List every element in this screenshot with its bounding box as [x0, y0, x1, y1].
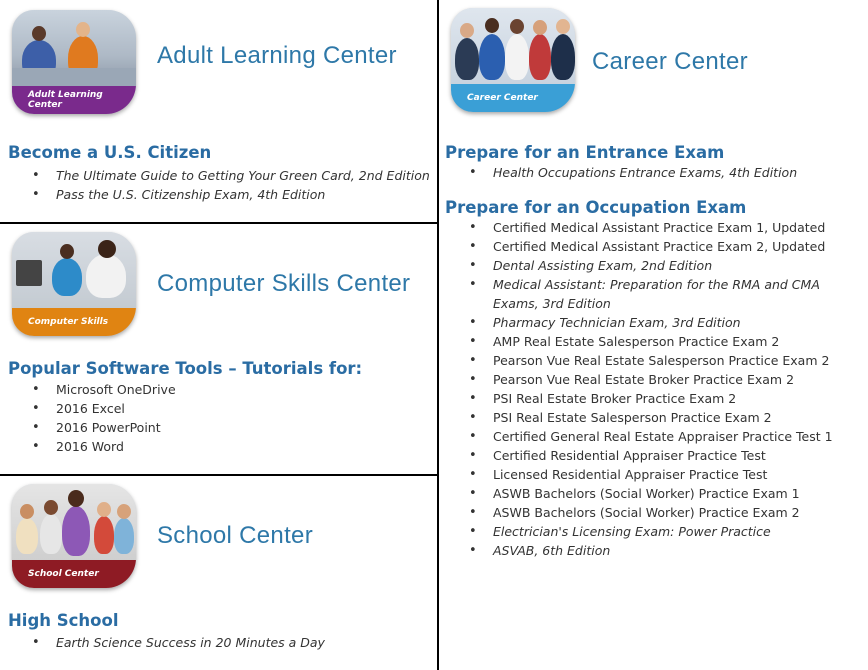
list-item[interactable]: • 2016 Word [8, 437, 176, 456]
list-item[interactable]: • Pearson Vue Real Estate Salesperson Practice Exam 2 [445, 351, 865, 370]
list-item[interactable]: • The Ultimate Guide to Getting Your Green Card, 2nd Edition [8, 166, 430, 185]
list-item[interactable]: • Certified Residential Appraiser Practice Test [445, 446, 865, 465]
adult-learning-title[interactable]: Adult Learning Center [157, 42, 397, 69]
school-list [8, 633, 325, 652]
list-item[interactable]: • Earth Science Success in 20 Minutes a Day [8, 633, 325, 652]
school-center-badge-label: School Center [12, 560, 136, 588]
list-item[interactable]: • 2016 PowerPoint [8, 418, 176, 437]
occupation-exam-heading: Prepare for an Occupation Exam [445, 198, 747, 217]
entrance-exam-heading: Prepare for an Entrance Exam [445, 143, 725, 162]
high-school-heading: High School [8, 611, 119, 630]
computer-skills-title[interactable]: Computer Skills Center [157, 270, 411, 297]
list-item[interactable]: • ASWB Bachelors (Social Worker) Practice Exam 2 [445, 503, 865, 522]
list-item[interactable]: • ASWB Bachelors (Social Worker) Practice Exam 1 [445, 484, 865, 503]
students-photo [12, 484, 136, 560]
computer-skills-badge-label: Computer Skills [12, 308, 136, 336]
list-item[interactable]: • Pass the U.S. Citizenship Exam, 4th Edition [8, 185, 430, 204]
list-item[interactable]: • 2016 Excel [8, 399, 176, 418]
school-center-panel [0, 476, 439, 670]
list-item[interactable]: • Certified Medical Assistant Practice Exam 2, Updated [445, 237, 865, 256]
workers-photo [451, 8, 575, 84]
list-item[interactable]: • Dental Assisting Exam, 2nd Edition [445, 256, 865, 275]
adult-list [8, 166, 430, 204]
computer-photo [12, 232, 136, 308]
list-item[interactable]: • Pharmacy Technician Exam, 3rd Edition [445, 313, 865, 332]
list-item[interactable]: • PSI Real Estate Broker Practice Exam 2 [445, 389, 865, 408]
career-center-badge[interactable] [451, 8, 575, 112]
career-center-badge-label: Career Center [451, 84, 575, 112]
adult-learning-badge-label: Adult Learning Center [12, 86, 136, 114]
list-item[interactable]: • Certified General Real Estate Appraiser Practice Test 1 [445, 427, 865, 446]
list-item[interactable]: • Electrician's Licensing Exam: Power Practice [445, 522, 865, 541]
adult-learning-badge[interactable] [12, 10, 136, 114]
classroom-photo [12, 10, 136, 86]
entrance-exam-list [445, 163, 797, 182]
adult-learning-panel [0, 0, 439, 224]
career-center-panel [439, 0, 868, 670]
list-item[interactable]: • Health Occupations Entrance Exams, 4th Edition [445, 163, 797, 182]
list-item[interactable]: • Medical Assistant: Preparation for the RMA and CMA Exams, 3rd Edition [445, 275, 865, 313]
occupation-exam-list [445, 218, 865, 560]
become-citizen-heading: Become a U.S. Citizen [8, 143, 212, 162]
list-item[interactable]: • PSI Real Estate Salesperson Practice Exam 2 [445, 408, 865, 427]
computer-list [8, 380, 176, 456]
list-item[interactable]: • ASVAB, 6th Edition [445, 541, 865, 560]
school-center-badge[interactable] [12, 484, 136, 588]
list-item[interactable]: • Pearson Vue Real Estate Broker Practice Exam 2 [445, 370, 865, 389]
career-center-title[interactable]: Career Center [592, 48, 748, 75]
software-tools-heading: Popular Software Tools – Tutorials for: [8, 359, 363, 378]
list-item[interactable]: • Licensed Residential Appraiser Practice Test [445, 465, 865, 484]
list-item[interactable]: • AMP Real Estate Salesperson Practice Exam 2 [445, 332, 865, 351]
computer-skills-panel [0, 224, 439, 476]
computer-skills-badge[interactable] [12, 232, 136, 336]
list-item[interactable]: • Certified Medical Assistant Practice Exam 1, Updated [445, 218, 865, 237]
school-center-title[interactable]: School Center [157, 522, 313, 549]
list-item[interactable]: • Microsoft OneDrive [8, 380, 176, 399]
